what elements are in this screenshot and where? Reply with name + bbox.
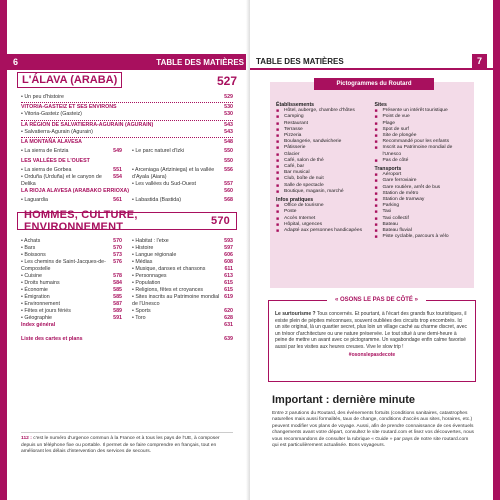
pictogram-label: Présente un intérêt touristique [382, 108, 448, 114]
toc-entry [21, 322, 233, 329]
right-page [250, 0, 493, 500]
pictogram-icon: ■ [276, 157, 280, 164]
toc-entry-page: 628 [224, 315, 233, 321]
pictogram-icon: ■ [374, 209, 378, 216]
toc-entry-label: • Sites inscrits au Patrimoine mondial de l'Unesco [132, 294, 220, 307]
toc-entry-label: • Langue régionale [132, 252, 177, 258]
toc-entry-page: 576 [113, 259, 122, 265]
toc-entry-page: 550 [224, 148, 233, 154]
toc-entry-page: 556 [224, 167, 233, 173]
toc-entry [21, 129, 233, 136]
toc-entry [21, 259, 122, 273]
pictogram-icon: ■ [276, 126, 280, 133]
toc-entry-page: 550 [224, 158, 233, 164]
pictogram-label: Bar musical [284, 170, 310, 176]
osons-box [268, 297, 476, 382]
toc-entry [132, 197, 233, 204]
toc-entry-page: 593 [224, 238, 233, 244]
toc-column [132, 238, 233, 322]
toc-entry-label: • Arceniaga (Artziniega) et la vallée d'Ayala (Aiara) [132, 167, 215, 180]
toc-block-2 [21, 158, 233, 165]
toc-entry [132, 181, 233, 188]
toc-entry-label: LA RÉGION DE SALVATIERRA-AGURAIN (AGURAIN) [21, 121, 154, 128]
section-hce-heading [17, 209, 237, 233]
pictogram-icon: ■ [276, 164, 280, 171]
pictogram-icon: ■ [374, 145, 378, 152]
pictogram-label: Pizzeria [284, 133, 302, 139]
pictogram-label: Restaurant [284, 120, 308, 126]
pictogram-icon: ■ [276, 221, 280, 228]
toc-entry-label: • Fêtes et jours fériés [21, 308, 71, 314]
pictogram-icon: ■ [276, 170, 280, 177]
pictogram-label: Boutique, magasin, marché [284, 188, 344, 194]
pictogram-icon: ■ [374, 215, 378, 222]
pictogram-item [375, 234, 469, 240]
toc-entry-label: • Sports [132, 308, 151, 314]
pictogram-label: Gare ferroviaire [382, 178, 417, 184]
toc-entry-label: • Population [132, 280, 161, 286]
osons-tag: « OSONS LE PAS DE CÔTÉ » [327, 296, 426, 305]
toc-entry-label: • Économie [21, 287, 48, 293]
toc-entry [132, 315, 233, 322]
toc-entry [132, 308, 233, 315]
toc-entry-page: 620 [224, 308, 233, 314]
toc-entry-label: • Les chemins de Saint-Jacques-de-Compostelle [21, 259, 106, 272]
info-112 [21, 432, 233, 456]
pictogram-icon: ■ [374, 234, 378, 241]
toc-entry [132, 252, 233, 259]
running-head-title: TABLE DES MATIÈRES [256, 56, 344, 66]
toc-entry [132, 238, 233, 245]
page-number: 7 [472, 54, 487, 68]
osons-text: Tous concernés. Et pourtant, à l'écart des grands flux touristiques, il existe plein de pépites méconnues, souvent oubliées des circuits trop encombrés. Ici un site original, là un quartier secret, plus loin un village caché au charme discret, avec un trésor d'architecture ou une nature préservée. Le tout situé à une demi-heure à peine de mettre un avant avec ce pictogramme. Un vagabondage enfin calme favorisé aussi par les visites aux heures creuses. Vive le slow trip ! [275, 311, 468, 350]
right-edge-band [493, 0, 500, 500]
pictogram-icon: ■ [276, 114, 280, 121]
running-head-title: TABLE DES MATIÈRES [156, 57, 244, 67]
pictogram-label: Pas de côté [382, 157, 409, 163]
toc-entry [132, 294, 233, 308]
toc-entry-page: 615 [224, 287, 233, 293]
pictogram-icon: ■ [374, 133, 378, 140]
toc-entry-label: LA MONTAÑA ALAVESA [21, 139, 83, 146]
pictogram-item [276, 228, 370, 234]
toc-entry [21, 174, 122, 188]
toc-entry-label: • La sierra de Gorbea [21, 167, 72, 173]
pictogram-label: Taxi [382, 209, 392, 215]
toc-column [21, 238, 122, 322]
toc-block-1 [21, 94, 233, 146]
pictogram-icon: ■ [374, 184, 378, 191]
toc-entry-page: 587 [113, 301, 122, 307]
pictogram-icon: ■ [374, 190, 378, 197]
toc-entry-label: Liste des cartes et plans [21, 336, 83, 343]
pictogram-icon: ■ [276, 215, 280, 222]
pictogram-col-left [276, 100, 370, 240]
toc-entry-page: 615 [224, 280, 233, 286]
pictogram-icon: ■ [374, 108, 378, 115]
toc-entry [21, 315, 122, 322]
toc-entry [21, 336, 233, 343]
toc-entry-label: VITORIA-GASTEIZ ET SES ENVIRONS [21, 104, 117, 111]
section-title: L'ÁLAVA (ARABA) [17, 72, 122, 88]
pictogram-label: Recommandé pour les enfants [382, 139, 450, 145]
important-text: Entre 2 parutions du Routard, des événements fortuits (conditions sanitaires, catastrophes naturelles mais aussi formalités, taux de change, conditions d'accès aux sites, horaires, etc.) peuvent modifier vos plans de voyage. Aussi, afin de prendre connaissance de ces éventuels changements avant votre départ, consultez le site routard.com et lisez vos découvertes, nous vous recommandons de consulter la rubrique « Guide » par pays de notre site routard.com qui est particulièrement actualisée. Bons voyageurs. [272, 411, 474, 449]
pictogram-label: Café, bar [284, 164, 305, 170]
pictogram-icon: ■ [374, 172, 378, 179]
divider [21, 102, 233, 103]
toc-entry-page: 585 [113, 294, 122, 300]
toc-entry-label: • Vitoria-Gasteiz (Gasteiz) [21, 111, 82, 118]
toc-entry-page: 585 [113, 287, 122, 293]
toc-entry-label: • Émigration [21, 294, 50, 300]
pictogram-icon: ■ [276, 203, 280, 210]
toc-entry-label: • Géographie [21, 315, 53, 321]
toc-entry [21, 139, 233, 146]
pictogram-label: Glacier [284, 151, 300, 157]
pictogram-label: Station de métro [382, 190, 419, 196]
toc-entry [21, 104, 233, 111]
pictogram-icon: ■ [276, 139, 280, 146]
pictogram-label: Café, salon de thé [284, 157, 324, 163]
toc-entry-page: 529 [224, 94, 233, 100]
toc-entry [132, 273, 233, 280]
toc-entry-page: 543 [224, 128, 233, 135]
pictogram-title: Pictogrammes du Routard [314, 78, 434, 90]
right-running-head [250, 54, 493, 70]
toc-entry [21, 308, 122, 315]
section-page: 570 [211, 215, 230, 227]
pictogram-label: Point de vue [382, 114, 410, 120]
pictogram-label: Aéroport [382, 172, 402, 178]
pictogram-label: Hôpital, urgences [284, 221, 323, 227]
toc-entry [132, 287, 233, 294]
toc-entry-label: • Environnement [21, 301, 60, 307]
toc-entry-page: 530 [224, 111, 233, 118]
toc-entry-page: 549 [113, 148, 122, 154]
hce-cols [21, 238, 233, 322]
toc-entry-label: • Musique, danses et chansons [132, 266, 206, 272]
left-page [7, 0, 250, 500]
osons-hashtag: #osonslepasdecote [348, 352, 396, 358]
left-edge-band [0, 0, 7, 500]
pictogram-icon: ■ [276, 228, 280, 235]
pictogram-label: Plage [382, 120, 396, 126]
pictogram-label: Office de tourisme [284, 203, 324, 209]
toc-entry-page: 543 [224, 121, 233, 128]
pictogram-label: Adapté aux personnes handicapées [284, 228, 363, 234]
toc-entry-page: 548 [224, 139, 233, 146]
toc-entry [21, 287, 122, 294]
toc-entry [21, 122, 233, 129]
pictogram-icon: ■ [374, 228, 378, 235]
pictogram-label: Inscrit au Patrimoine mondial de l'Unesco [382, 145, 453, 157]
toc-entry-label: • Un peu d'histoire [21, 94, 64, 100]
toc-entry [21, 252, 122, 259]
section-page: 527 [216, 74, 237, 88]
toc-entry-label: • Cuisine [21, 273, 42, 279]
pictogram-label: Site de plongée [382, 133, 417, 139]
toc-entry-page: 619 [224, 294, 233, 300]
toc-entry-page: 611 [224, 266, 233, 272]
info-112-text: c'est le numéro d'urgence commun à la France et à tous les pays de l'UE, à composer depuis un téléphone fixe ou portable. Il permet de se faire comprendre en français, tout en améliorant les délais d'intervention des services de secours. [21, 436, 220, 454]
transports-heading: Transports [374, 166, 402, 173]
pictogram-label: Pâtisserie [284, 145, 306, 151]
pictogram-label: Parking [382, 203, 400, 209]
toc-entry-page: 589 [113, 308, 122, 314]
toc-column [21, 148, 122, 155]
pictogram-icon: ■ [374, 203, 378, 210]
toc-entry-label: • Orduña (Urduña) et le canyon de Delika [21, 174, 102, 187]
toc-entry-label: • Personnages [132, 273, 167, 279]
pictogram-icon: ■ [374, 221, 378, 228]
toc-entry-label: • Histoire [132, 245, 154, 251]
pictogram-icon: ■ [276, 133, 280, 140]
toc-entry [21, 301, 122, 308]
pictogram-item [375, 158, 469, 164]
divider [21, 120, 233, 121]
toc-entry-page: 530 [224, 104, 233, 111]
toc-entry [132, 280, 233, 287]
toc-entry-page: 570 [113, 238, 122, 244]
toc-entry-label: • Toro [132, 315, 146, 321]
pictogram-label: Camping [284, 114, 304, 120]
pictogram-label: Spot de surf [382, 126, 409, 132]
toc-entry [21, 188, 233, 195]
toc-column [132, 167, 233, 188]
toc-entry-page: 551 [113, 167, 122, 173]
pictogram-icon: ■ [374, 126, 378, 133]
toc-entry-page: 597 [224, 245, 233, 251]
toc-entry-page: 584 [113, 280, 122, 286]
toc-entry [21, 158, 233, 165]
pictogram-icon: ■ [374, 139, 378, 146]
pictogram-icon: ■ [276, 176, 280, 183]
sites-heading: Sites [374, 102, 387, 108]
toc-entry-page: 639 [224, 336, 233, 343]
toc-entry-label: • Salvatierra-Agurain (Agurain) [21, 128, 93, 135]
pictogram-icon: ■ [374, 178, 378, 185]
toc-entry-label: • Boissons [21, 252, 46, 258]
pictogram-label: Bateau [382, 221, 399, 227]
toc-entry [21, 238, 122, 245]
toc-entry-label: • Les vallées du Sud-Ouest [132, 181, 196, 187]
toc-column [132, 148, 233, 155]
pictogram-icon: ■ [374, 120, 378, 127]
toc-block-3 [21, 188, 233, 195]
toc-entry-label: • Religions, fêtes et croyances [132, 287, 204, 293]
toc-column [21, 197, 122, 204]
left-running-head [7, 54, 250, 70]
page-number: 6 [13, 57, 19, 67]
toc-cols-2 [21, 167, 233, 188]
pictogram-label: Boulangerie, sandwicherie [284, 139, 342, 145]
toc-cols-1 [21, 148, 233, 155]
toc-column [132, 197, 233, 204]
pictogram-item [276, 189, 370, 195]
pictogram-label: Hôtel, auberge, chambre d'hôtes [284, 108, 355, 114]
toc-entry-label: • La sierra de Entzia [21, 148, 69, 154]
pictogram-label: Taxi collectif [382, 215, 409, 221]
pictogram-label: Club, boîte de nuit [284, 176, 324, 182]
pictogram-icon: ■ [374, 114, 378, 121]
toc-entry [21, 167, 122, 174]
toc-entry [132, 148, 233, 155]
pictogram-label: Terrasse [284, 126, 303, 132]
toc-entry [21, 273, 122, 280]
toc-cols-3 [21, 197, 233, 204]
pictogram-legend [270, 82, 474, 288]
pictogram-icon: ■ [276, 188, 280, 195]
toc-entry [21, 94, 233, 101]
pictogram-icon: ■ [276, 182, 280, 189]
toc-entry-label: • Droits humains [21, 280, 60, 286]
toc-entry [21, 148, 122, 155]
pictogram-label: Poste [284, 209, 297, 215]
toc-entry [21, 245, 122, 252]
pictogram-icon: ■ [276, 145, 280, 152]
pictogram-label: Piste cyclable, parcours à vélo [382, 234, 449, 240]
toc-entry [132, 245, 233, 252]
important-title: Important : dernière minute [272, 394, 416, 406]
toc-entry-page: 573 [113, 252, 122, 258]
pictogram-label: Accès Internet [284, 215, 316, 221]
pictogram-label: Bateau fluvial [382, 228, 412, 234]
toc-entry-page: 568 [224, 197, 233, 203]
end-matter [21, 322, 233, 350]
pictogram-label: Salle de spectacle [284, 182, 324, 188]
toc-entry [21, 111, 233, 118]
toc-entry [21, 280, 122, 287]
section-alava-heading [17, 74, 237, 88]
section-title: HOMMES, CULTURE, ENVIRONNEMENT [24, 209, 138, 233]
toc-entry [132, 266, 233, 273]
toc-entry-label: • Bars [21, 245, 36, 251]
pictogram-label: Station de tramway [382, 197, 425, 203]
pictogram-icon: ■ [276, 108, 280, 115]
toc-entry-label: LES VALLÉES DE L'OUEST [21, 158, 90, 164]
toc-entry [21, 294, 122, 301]
etab-heading: Établissements [276, 102, 315, 108]
pictogram-icon: ■ [276, 120, 280, 127]
toc-entry [21, 197, 122, 204]
toc-entry-page: 608 [224, 259, 233, 265]
toc-entry-page: 631 [224, 322, 233, 328]
toc-entry-label: • Achats [21, 238, 41, 244]
toc-entry-page: 554 [113, 174, 122, 180]
pictogram-item [375, 145, 469, 157]
toc-entry-label: • Habitat : l'etxe [132, 238, 169, 244]
pictogram-label: Gare routière, arrêt de bus [382, 184, 441, 190]
toc-entry-page: 591 [113, 315, 122, 321]
info-112-lead: 112 : [21, 436, 32, 441]
toc-entry-label: LA RIOJA ALAVESA (ARABAKO ERRIOXA) [21, 188, 129, 194]
osons-lead: Le surtourisme ? [275, 311, 316, 317]
toc-entry-label: • Laguardia [21, 197, 48, 203]
toc-entry-page: 606 [224, 252, 233, 258]
toc-column [21, 167, 122, 188]
pictogram-icon: ■ [374, 157, 378, 164]
toc-entry-page: 560 [224, 188, 233, 194]
pictogram-icon: ■ [276, 151, 280, 158]
toc-entry-label: • Médias [132, 259, 153, 265]
toc-entry-page: 578 [113, 273, 122, 279]
toc-entry-page: 557 [224, 181, 233, 187]
toc-entry-page: 613 [224, 273, 233, 279]
pictogram-col-right [375, 100, 469, 240]
toc-entry-label: • Labastida (Bastida) [132, 197, 181, 203]
toc-entry-label: • Le parc naturel d'Izki [132, 148, 185, 154]
toc-entry-label: Index général [21, 322, 56, 328]
pictogram-icon: ■ [276, 209, 280, 216]
divider [21, 137, 233, 138]
toc-entry [132, 259, 233, 266]
pictogram-icon: ■ [374, 197, 378, 204]
toc-entry-page: 561 [113, 197, 122, 203]
toc-entry [132, 167, 233, 181]
info-heading: Infos pratiques [276, 197, 314, 204]
toc-entry-page: 570 [113, 245, 122, 251]
